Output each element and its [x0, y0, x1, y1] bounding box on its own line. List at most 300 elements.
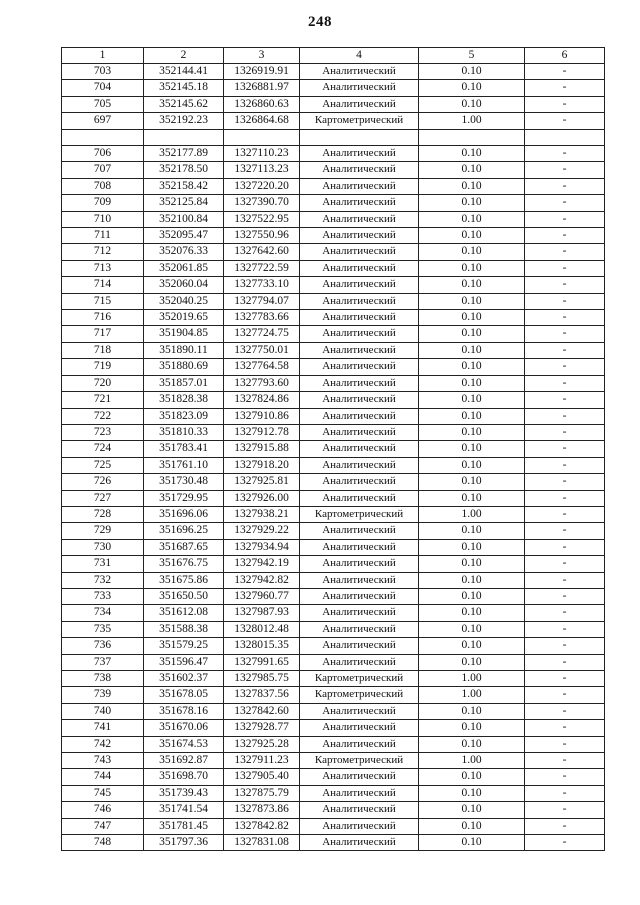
- method-cell: Аналитический: [300, 178, 419, 194]
- accuracy-cell: 0.10: [419, 359, 525, 375]
- y-coordinate-cell: 1326864.68: [224, 113, 300, 129]
- x-coordinate-cell: 351880.69: [144, 359, 224, 375]
- note-cell: -: [525, 408, 605, 424]
- note-cell: -: [525, 113, 605, 129]
- method-cell: Аналитический: [300, 146, 419, 162]
- point-number-cell: 730: [62, 539, 144, 555]
- accuracy-cell: 0.10: [419, 64, 525, 80]
- note-cell: -: [525, 277, 605, 293]
- method-cell: Аналитический: [300, 720, 419, 736]
- table-row: [62, 736, 605, 752]
- y-coordinate-cell: 1327750.01: [224, 342, 300, 358]
- method-cell: Аналитический: [300, 195, 419, 211]
- x-coordinate-cell: 351674.53: [144, 736, 224, 752]
- note-cell: -: [525, 474, 605, 490]
- x-coordinate-cell: 352125.84: [144, 195, 224, 211]
- note-cell: -: [525, 506, 605, 522]
- table-row: [62, 326, 605, 342]
- method-cell: Аналитический: [300, 703, 419, 719]
- method-cell: Аналитический: [300, 375, 419, 391]
- point-number-cell: 728: [62, 506, 144, 522]
- accuracy-cell: 0.10: [419, 769, 525, 785]
- y-coordinate-cell: 1326860.63: [224, 96, 300, 112]
- point-number-cell: 744: [62, 769, 144, 785]
- x-coordinate-cell: 352145.62: [144, 96, 224, 112]
- x-coordinate-cell: 352158.42: [144, 178, 224, 194]
- method-cell: Аналитический: [300, 802, 419, 818]
- y-coordinate-cell: 1328012.48: [224, 621, 300, 637]
- x-coordinate-cell: 352076.33: [144, 244, 224, 260]
- table-row: [62, 769, 605, 785]
- point-number-cell: 719: [62, 359, 144, 375]
- note-cell: -: [525, 342, 605, 358]
- table-row: [62, 802, 605, 818]
- table-row: [62, 654, 605, 670]
- y-coordinate-cell: 1326919.91: [224, 64, 300, 80]
- point-number-cell: 716: [62, 310, 144, 326]
- table-row: [62, 457, 605, 473]
- y-coordinate-cell: 1327390.70: [224, 195, 300, 211]
- y-coordinate-cell: 1327783.66: [224, 310, 300, 326]
- y-coordinate-cell: 1327764.58: [224, 359, 300, 375]
- accuracy-cell: 0.10: [419, 342, 525, 358]
- method-cell: Аналитический: [300, 441, 419, 457]
- table-row: [62, 539, 605, 555]
- x-coordinate-cell: 352061.85: [144, 260, 224, 276]
- point-number-cell: 713: [62, 260, 144, 276]
- x-coordinate-cell: 352019.65: [144, 310, 224, 326]
- point-number-cell: 736: [62, 638, 144, 654]
- note-cell: -: [525, 260, 605, 276]
- x-coordinate-cell: 351696.06: [144, 506, 224, 522]
- point-number-cell: 712: [62, 244, 144, 260]
- column-header: 6: [525, 48, 605, 64]
- x-coordinate-cell: 352144.41: [144, 64, 224, 80]
- note-cell: -: [525, 654, 605, 670]
- table-row: [62, 195, 605, 211]
- table-row: [62, 441, 605, 457]
- column-header: 3: [224, 48, 300, 64]
- x-coordinate-cell: [144, 129, 224, 145]
- note-cell: -: [525, 588, 605, 604]
- note-cell: -: [525, 162, 605, 178]
- x-coordinate-cell: 351797.36: [144, 835, 224, 851]
- table-row: [62, 359, 605, 375]
- table-row: [62, 703, 605, 719]
- table-body: [62, 64, 605, 851]
- x-coordinate-cell: 352060.04: [144, 277, 224, 293]
- x-coordinate-cell: 351781.45: [144, 818, 224, 834]
- accuracy-cell: 0.10: [419, 785, 525, 801]
- table-row: [62, 293, 605, 309]
- note-cell: -: [525, 211, 605, 227]
- method-cell: Аналитический: [300, 162, 419, 178]
- method-cell: Аналитический: [300, 736, 419, 752]
- x-coordinate-cell: 351692.87: [144, 753, 224, 769]
- note-cell: -: [525, 326, 605, 342]
- accuracy-cell: 1.00: [419, 671, 525, 687]
- accuracy-cell: 0.10: [419, 572, 525, 588]
- table-row: [62, 621, 605, 637]
- accuracy-cell: 0.10: [419, 392, 525, 408]
- accuracy-cell: 1.00: [419, 506, 525, 522]
- column-header: 1: [62, 48, 144, 64]
- method-cell: Аналитический: [300, 523, 419, 539]
- table-row: [62, 96, 605, 112]
- point-number-cell: 709: [62, 195, 144, 211]
- accuracy-cell: 0.10: [419, 474, 525, 490]
- note-cell: -: [525, 556, 605, 572]
- accuracy-cell: 0.10: [419, 654, 525, 670]
- table-row: [62, 572, 605, 588]
- note-cell: -: [525, 802, 605, 818]
- y-coordinate-cell: 1327724.75: [224, 326, 300, 342]
- note-cell: -: [525, 539, 605, 555]
- note-cell: -: [525, 457, 605, 473]
- x-coordinate-cell: 351678.05: [144, 687, 224, 703]
- table-row: [62, 720, 605, 736]
- accuracy-cell: 0.10: [419, 605, 525, 621]
- point-number-cell: 724: [62, 441, 144, 457]
- y-coordinate-cell: 1327925.81: [224, 474, 300, 490]
- method-cell: Аналитический: [300, 539, 419, 555]
- method-cell: Аналитический: [300, 572, 419, 588]
- table-row: [62, 818, 605, 834]
- note-cell: -: [525, 146, 605, 162]
- column-header: 2: [144, 48, 224, 64]
- method-cell: Аналитический: [300, 556, 419, 572]
- note-cell: -: [525, 621, 605, 637]
- accuracy-cell: 1.00: [419, 687, 525, 703]
- point-number-cell: 714: [62, 277, 144, 293]
- table-row: [62, 687, 605, 703]
- accuracy-cell: [419, 129, 525, 145]
- note-cell: -: [525, 96, 605, 112]
- y-coordinate-cell: 1327987.93: [224, 605, 300, 621]
- point-number-cell: 721: [62, 392, 144, 408]
- method-cell: Аналитический: [300, 359, 419, 375]
- point-number-cell: 708: [62, 178, 144, 194]
- y-coordinate-cell: 1327113.23: [224, 162, 300, 178]
- note-cell: -: [525, 293, 605, 309]
- method-cell: Картометрический: [300, 671, 419, 687]
- x-coordinate-cell: 352145.18: [144, 80, 224, 96]
- method-cell: Аналитический: [300, 785, 419, 801]
- method-cell: Аналитический: [300, 588, 419, 604]
- method-cell: Аналитический: [300, 474, 419, 490]
- accuracy-cell: 0.10: [419, 310, 525, 326]
- y-coordinate-cell: 1327550.96: [224, 228, 300, 244]
- method-cell: Аналитический: [300, 211, 419, 227]
- table-row: [62, 129, 605, 145]
- method-cell: Аналитический: [300, 835, 419, 851]
- point-number-cell: 710: [62, 211, 144, 227]
- table-row: [62, 80, 605, 96]
- accuracy-cell: 0.10: [419, 260, 525, 276]
- table-row: [62, 113, 605, 129]
- note-cell: -: [525, 375, 605, 391]
- y-coordinate-cell: 1326881.97: [224, 80, 300, 96]
- accuracy-cell: 0.10: [419, 441, 525, 457]
- table-row: [62, 753, 605, 769]
- point-number-cell: 711: [62, 228, 144, 244]
- note-cell: -: [525, 424, 605, 440]
- point-number-cell: 747: [62, 818, 144, 834]
- header-row: [62, 48, 605, 64]
- x-coordinate-cell: 351730.48: [144, 474, 224, 490]
- method-cell: Картометрический: [300, 113, 419, 129]
- note-cell: -: [525, 310, 605, 326]
- method-cell: Аналитический: [300, 424, 419, 440]
- y-coordinate-cell: 1327873.86: [224, 802, 300, 818]
- x-coordinate-cell: 351761.10: [144, 457, 224, 473]
- note-cell: -: [525, 572, 605, 588]
- method-cell: Аналитический: [300, 293, 419, 309]
- x-coordinate-cell: 352095.47: [144, 228, 224, 244]
- accuracy-cell: 0.10: [419, 277, 525, 293]
- x-coordinate-cell: 351687.65: [144, 539, 224, 555]
- x-coordinate-cell: 351602.37: [144, 671, 224, 687]
- method-cell: Аналитический: [300, 310, 419, 326]
- point-number-cell: [62, 129, 144, 145]
- accuracy-cell: 0.10: [419, 588, 525, 604]
- method-cell: Аналитический: [300, 654, 419, 670]
- y-coordinate-cell: 1327722.59: [224, 260, 300, 276]
- y-coordinate-cell: 1327911.23: [224, 753, 300, 769]
- x-coordinate-cell: 351783.41: [144, 441, 224, 457]
- x-coordinate-cell: 351729.95: [144, 490, 224, 506]
- y-coordinate-cell: 1327831.08: [224, 835, 300, 851]
- y-coordinate-cell: 1327110.23: [224, 146, 300, 162]
- note-cell: -: [525, 785, 605, 801]
- accuracy-cell: 0.10: [419, 490, 525, 506]
- accuracy-cell: 0.10: [419, 96, 525, 112]
- point-number-cell: 738: [62, 671, 144, 687]
- accuracy-cell: 0.10: [419, 556, 525, 572]
- table-row: [62, 64, 605, 80]
- note-cell: -: [525, 64, 605, 80]
- method-cell: Картометрический: [300, 753, 419, 769]
- point-number-cell: 741: [62, 720, 144, 736]
- y-coordinate-cell: 1327642.60: [224, 244, 300, 260]
- point-number-cell: 706: [62, 146, 144, 162]
- note-cell: -: [525, 818, 605, 834]
- note-cell: -: [525, 720, 605, 736]
- method-cell: Аналитический: [300, 80, 419, 96]
- y-coordinate-cell: 1327793.60: [224, 375, 300, 391]
- y-coordinate-cell: 1327522.95: [224, 211, 300, 227]
- point-number-cell: 748: [62, 835, 144, 851]
- y-coordinate-cell: 1327794.07: [224, 293, 300, 309]
- note-cell: -: [525, 228, 605, 244]
- point-number-cell: 715: [62, 293, 144, 309]
- note-cell: -: [525, 441, 605, 457]
- accuracy-cell: 0.10: [419, 326, 525, 342]
- y-coordinate-cell: 1327824.86: [224, 392, 300, 408]
- method-cell: Аналитический: [300, 638, 419, 654]
- x-coordinate-cell: 351596.47: [144, 654, 224, 670]
- table-row: [62, 424, 605, 440]
- accuracy-cell: 0.10: [419, 835, 525, 851]
- note-cell: -: [525, 359, 605, 375]
- accuracy-cell: 1.00: [419, 753, 525, 769]
- point-number-cell: 740: [62, 703, 144, 719]
- table-row: [62, 523, 605, 539]
- point-number-cell: 729: [62, 523, 144, 539]
- x-coordinate-cell: 351857.01: [144, 375, 224, 391]
- accuracy-cell: 0.10: [419, 736, 525, 752]
- y-coordinate-cell: 1328015.35: [224, 638, 300, 654]
- note-cell: -: [525, 80, 605, 96]
- y-coordinate-cell: 1327220.20: [224, 178, 300, 194]
- y-coordinate-cell: 1327926.00: [224, 490, 300, 506]
- point-number-cell: 742: [62, 736, 144, 752]
- y-coordinate-cell: 1327875.79: [224, 785, 300, 801]
- accuracy-cell: 0.10: [419, 638, 525, 654]
- accuracy-cell: 0.10: [419, 293, 525, 309]
- note-cell: -: [525, 769, 605, 785]
- method-cell: Аналитический: [300, 457, 419, 473]
- y-coordinate-cell: 1327985.75: [224, 671, 300, 687]
- method-cell: Аналитический: [300, 228, 419, 244]
- method-cell: Аналитический: [300, 769, 419, 785]
- note-cell: -: [525, 753, 605, 769]
- point-number-cell: 726: [62, 474, 144, 490]
- accuracy-cell: 0.10: [419, 178, 525, 194]
- point-number-cell: 733: [62, 588, 144, 604]
- x-coordinate-cell: 351739.43: [144, 785, 224, 801]
- y-coordinate-cell: 1327910.86: [224, 408, 300, 424]
- accuracy-cell: 0.10: [419, 211, 525, 227]
- x-coordinate-cell: 351823.09: [144, 408, 224, 424]
- point-number-cell: 704: [62, 80, 144, 96]
- table-row: [62, 588, 605, 604]
- point-number-cell: 720: [62, 375, 144, 391]
- accuracy-cell: 0.10: [419, 375, 525, 391]
- note-cell: -: [525, 605, 605, 621]
- note-cell: -: [525, 523, 605, 539]
- table-row: [62, 392, 605, 408]
- y-coordinate-cell: 1327934.94: [224, 539, 300, 555]
- y-coordinate-cell: 1327905.40: [224, 769, 300, 785]
- x-coordinate-cell: 351670.06: [144, 720, 224, 736]
- table-row: [62, 228, 605, 244]
- method-cell: Аналитический: [300, 244, 419, 260]
- y-coordinate-cell: 1327842.82: [224, 818, 300, 834]
- method-cell: Аналитический: [300, 260, 419, 276]
- method-cell: Картометрический: [300, 687, 419, 703]
- table-row: [62, 310, 605, 326]
- y-coordinate-cell: 1327837.56: [224, 687, 300, 703]
- point-number-cell: 722: [62, 408, 144, 424]
- y-coordinate-cell: 1327912.78: [224, 424, 300, 440]
- accuracy-cell: 0.10: [419, 621, 525, 637]
- point-number-cell: 734: [62, 605, 144, 621]
- coordinates-table: [61, 47, 605, 851]
- x-coordinate-cell: 351676.75: [144, 556, 224, 572]
- point-number-cell: 705: [62, 96, 144, 112]
- table-row: [62, 490, 605, 506]
- y-coordinate-cell: [224, 129, 300, 145]
- note-cell: -: [525, 736, 605, 752]
- method-cell: Аналитический: [300, 605, 419, 621]
- x-coordinate-cell: 351698.70: [144, 769, 224, 785]
- x-coordinate-cell: 351678.16: [144, 703, 224, 719]
- point-number-cell: 697: [62, 113, 144, 129]
- x-coordinate-cell: 351588.38: [144, 621, 224, 637]
- accuracy-cell: 0.10: [419, 80, 525, 96]
- table-row: [62, 671, 605, 687]
- x-coordinate-cell: 351904.85: [144, 326, 224, 342]
- method-cell: Аналитический: [300, 64, 419, 80]
- y-coordinate-cell: 1327842.60: [224, 703, 300, 719]
- accuracy-cell: 0.10: [419, 802, 525, 818]
- note-cell: [525, 129, 605, 145]
- method-cell: Аналитический: [300, 818, 419, 834]
- method-cell: Аналитический: [300, 96, 419, 112]
- x-coordinate-cell: 351675.86: [144, 572, 224, 588]
- point-number-cell: 718: [62, 342, 144, 358]
- table-row: [62, 506, 605, 522]
- note-cell: -: [525, 244, 605, 260]
- point-number-cell: 717: [62, 326, 144, 342]
- column-header: 5: [419, 48, 525, 64]
- method-cell: Аналитический: [300, 408, 419, 424]
- table-row: [62, 211, 605, 227]
- method-cell: Аналитический: [300, 342, 419, 358]
- point-number-cell: 745: [62, 785, 144, 801]
- table-row: [62, 408, 605, 424]
- table-row: [62, 605, 605, 621]
- point-number-cell: 725: [62, 457, 144, 473]
- y-coordinate-cell: 1327918.20: [224, 457, 300, 473]
- y-coordinate-cell: 1327938.21: [224, 506, 300, 522]
- page-number: 248: [308, 14, 332, 30]
- table-row: [62, 244, 605, 260]
- method-cell: Аналитический: [300, 490, 419, 506]
- table-row: [62, 260, 605, 276]
- x-coordinate-cell: 352177.89: [144, 146, 224, 162]
- note-cell: -: [525, 392, 605, 408]
- point-number-cell: 746: [62, 802, 144, 818]
- accuracy-cell: 1.00: [419, 113, 525, 129]
- point-number-cell: 739: [62, 687, 144, 703]
- method-cell: Аналитический: [300, 326, 419, 342]
- table-row: [62, 638, 605, 654]
- table-row: [62, 375, 605, 391]
- table-row: [62, 146, 605, 162]
- table-row: [62, 785, 605, 801]
- y-coordinate-cell: 1327733.10: [224, 277, 300, 293]
- accuracy-cell: 0.10: [419, 539, 525, 555]
- note-cell: -: [525, 178, 605, 194]
- note-cell: -: [525, 687, 605, 703]
- method-cell: Аналитический: [300, 621, 419, 637]
- x-coordinate-cell: 351579.25: [144, 638, 224, 654]
- y-coordinate-cell: 1327942.82: [224, 572, 300, 588]
- table-row: [62, 835, 605, 851]
- table-row: [62, 162, 605, 178]
- note-cell: -: [525, 671, 605, 687]
- accuracy-cell: 0.10: [419, 146, 525, 162]
- note-cell: -: [525, 490, 605, 506]
- accuracy-cell: 0.10: [419, 703, 525, 719]
- table-row: [62, 556, 605, 572]
- table-row: [62, 178, 605, 194]
- accuracy-cell: 0.10: [419, 523, 525, 539]
- accuracy-cell: 0.10: [419, 408, 525, 424]
- accuracy-cell: 0.10: [419, 162, 525, 178]
